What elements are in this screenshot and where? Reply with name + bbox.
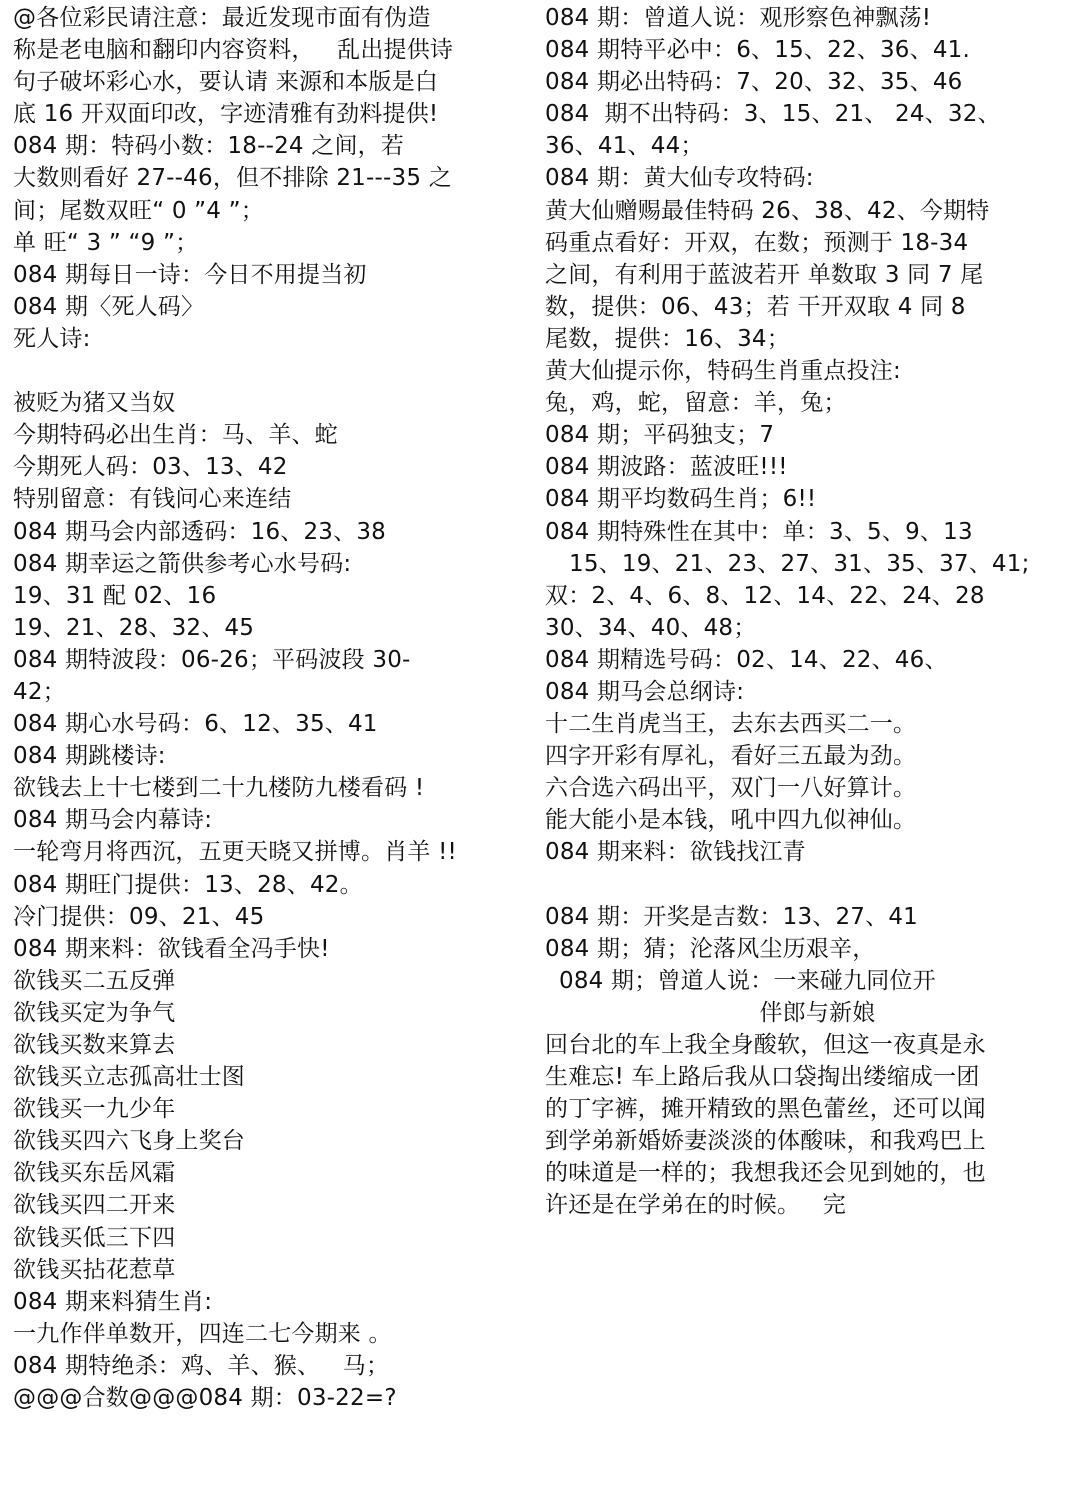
text-line: 数，提供：06、43；若 干开双取 4 同 8 <box>545 293 966 320</box>
text-line: 19、21、28、32、45 <box>13 614 255 641</box>
text-line: 欲钱买四六飞身上奖台 <box>13 1128 245 1155</box>
text-line: 19、31 配 02、16 <box>13 582 217 609</box>
text-line: 36、41、44； <box>545 133 704 160</box>
left-column <box>13 2 523 1414</box>
text-line: 句子破坏彩心水，要认请 来源和本版是白 <box>13 69 439 96</box>
text-line: 084 期来料猜生肖: <box>13 1288 213 1315</box>
text-line: 欲钱买定为争气 <box>13 999 176 1026</box>
text-line: 084 期精选号码：02、14、22、46、 <box>545 646 948 673</box>
text-line: 084 期：特码小数：18--24 之间，若 <box>13 133 405 160</box>
text-line: 084 期：黄大仙专攻特码: <box>545 165 814 192</box>
text-line: 欲钱买一九少年 <box>13 1096 176 1123</box>
text-line: 084 期平均数码生肖；6!! <box>545 486 817 513</box>
text-line: 欲钱买东岳风霜 <box>13 1160 176 1187</box>
text-line: 084 期旺门提供：13、28、42。 <box>13 871 363 898</box>
text-line: 42； <box>13 678 66 705</box>
text-line: @@@合数@@@084 期：03-22=? <box>13 1385 397 1412</box>
story-line: 生难忘! 车上路后我从口袋掏出缕缩成一团 <box>545 1064 980 1091</box>
text-line: 六合选六码出平，双门一八好算计。 <box>545 775 917 802</box>
text-line: 084 期心水号码：6、12、35、41 <box>13 711 378 738</box>
text-line: 欲钱买四二开来 <box>13 1192 176 1219</box>
text-line: 084 期特波段：06-26；平码波段 30- <box>13 646 411 673</box>
text-line: 被贬为猪又当奴 <box>13 390 176 417</box>
text-line: 兔，鸡，蛇，留意：羊，兔； <box>545 390 847 417</box>
text-line: 084 期跳楼诗: <box>13 743 166 770</box>
text-line: 084 期马会内部透码：16、23、38 <box>13 518 387 545</box>
text-line: 四字开彩有厚礼，看好三五最为劲。 <box>545 743 917 770</box>
text-line: 十二生肖虎当王，去东去西买二一。 <box>545 711 917 738</box>
blank-line <box>545 869 1070 901</box>
story-line: 到学弟新婚娇妻淡淡的体酸味，和我鸡巴上 <box>545 1128 986 1155</box>
story-line: 回台北的车上我全身酸软，但这一夜真是永 <box>545 1032 986 1058</box>
text-line: 084 期来料：欲钱看全冯手快! <box>13 935 330 962</box>
text-line: 黄大仙赠赐最佳特码 26、38、42、今期特 <box>545 197 990 224</box>
story-line: 许还是在学弟在的时候。 完 <box>545 1192 846 1219</box>
text-line: 084 期：开奖是吉数：13、27、41 <box>545 903 919 930</box>
text-line: 黄大仙提示你，特码生肖重点投注: <box>545 358 901 385</box>
text-line: 欲钱买立志孤高壮士图 <box>13 1064 245 1091</box>
text-line: 码重点看好：开双，在数；预测于 18-34 <box>545 229 969 256</box>
text-line: 084 期必出特码：7、20、32、35、46 <box>545 69 963 96</box>
text-line: 冷门提供：09、21、45 <box>13 903 265 930</box>
text-line: 欲钱买拈花惹草 <box>13 1256 176 1283</box>
text-line: 084 期特绝杀：鸡、羊、猴、 马； <box>13 1352 390 1379</box>
right-column <box>545 2 1070 1222</box>
text-line: 称是老电脑和翻印内容资料， 乱出提供诗 <box>13 37 454 64</box>
text-line: 尾数，提供：16、34； <box>545 325 790 352</box>
text-line: 欲钱买数来算去 <box>13 1032 176 1058</box>
text-line: 084 期幸运之箭供参考心水号码: <box>13 550 352 577</box>
text-line: 084 期：曾道人说：观形察色神飘荡! <box>545 5 932 31</box>
text-line: 间；尾数双旺“ 0 ”4 ”； <box>13 197 264 224</box>
text-line: 欲钱买低三下四 <box>13 1224 176 1251</box>
text-line: 084 期来料：欲钱找江青 <box>545 839 806 866</box>
text-line: 084 期；曾道人说：一来碰九同位开 <box>559 967 936 994</box>
text-line: 死人诗: <box>13 325 91 352</box>
text-line: 084 期不出特码：3、15、21、 24、32、 <box>545 101 1001 128</box>
text-line: 15、19、21、23、27、31、35、37、41; <box>569 550 1030 577</box>
text-line: 30、34、40、48； <box>545 614 757 641</box>
text-line: 特别留意：有钱问心来连结 <box>13 486 292 513</box>
text-line: 大数则看好 27--46，但不排除 21---35 之 <box>13 165 452 192</box>
text-line: 084 期；平码独支；7 <box>545 422 775 449</box>
text-line: 能大能小是本钱，吼中四九似神仙。 <box>545 807 917 834</box>
text-line: 双：2、4、6、8、12、14、22、24、28 <box>545 582 985 609</box>
story-line: 的味道是一样的；我想我还会见到她的，也 <box>545 1160 986 1187</box>
text-line: 084 期每日一诗：今日不用提当初 <box>13 261 367 288</box>
text-line: 今期死人码：03、13、42 <box>13 454 288 481</box>
text-line: 之间，有利用于蓝波若开 单数取 3 同 7 尾 <box>545 261 984 288</box>
text-line: 底 16 开双面印改，字迹清雅有劲料提供! <box>13 101 439 128</box>
text-line: 欲钱去上十七楼到二十九楼防九楼看码 ! <box>13 775 425 802</box>
text-line: 084 期特殊性在其中：单：3、5、9、13 <box>545 518 973 545</box>
story-title: 伴郎与新娘 <box>759 999 876 1026</box>
story-line: 的丁字裤，摊开精致的黑色蕾丝，还可以闻 <box>545 1096 986 1123</box>
text-line: 今期特码必出生肖：马、羊、蛇 <box>13 422 338 449</box>
text-line: 084 期波路：蓝波旺!!! <box>545 454 788 481</box>
text-line: 084 期〈死人码〉 <box>13 293 205 320</box>
blank-line <box>13 355 523 387</box>
text-line: @各位彩民请注意：最近发现市面有伪造 <box>13 5 431 31</box>
text-line: 一九作伴单数开，四连二七今期来 。 <box>13 1320 392 1347</box>
text-line: 欲钱买二五反弹 <box>13 967 176 994</box>
text-line: 084 期特平必中：6、15、22、36、41. <box>545 37 971 64</box>
text-line: 084 期；猜；沦落风尘历艰辛， <box>545 935 876 962</box>
text-line: 084 期马会内幕诗: <box>13 807 213 834</box>
text-line: 单 旺“ 3 ” “9 ”； <box>13 229 199 256</box>
text-line: 084 期马会总纲诗: <box>545 678 745 705</box>
text-line: 一轮弯月将西沉，五更天晓又拼博。肖羊 !! <box>13 839 457 866</box>
